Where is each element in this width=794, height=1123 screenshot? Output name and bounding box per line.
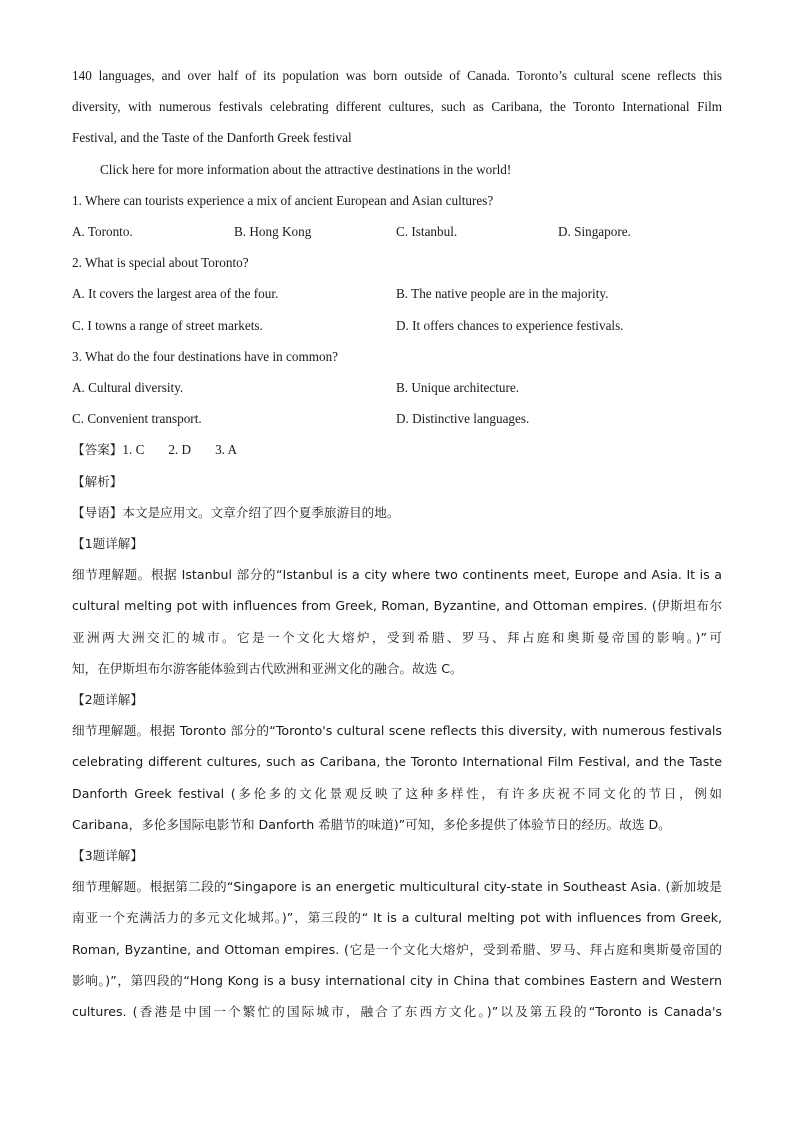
question-stem: 1. Where can tourists experience a mix of ancient European and Asian cultures? — [72, 192, 494, 208]
detail-line: Caribana，多伦多国际电影节和 Danforth 希腊节的味道)”可知，多伦多提供了体验节日的经历。故选 D。 — [72, 816, 671, 832]
detail-line: 影响。)”，第四段的“Hong Kong is a busy international city in China that combines Eastern and Western — [72, 972, 722, 988]
detail-line: cultures. (香港是中国一个繁忙的国际城市，融合了东西方文化。)”以及第五段的“Toronto is Canada's — [72, 1003, 722, 1019]
detail-line: 知，在伊斯坦布尔游客能体验到古代欧洲和亚洲文化的融合。故选 C。 — [72, 660, 463, 676]
question-stem: 2. What is special about Toronto? — [72, 255, 249, 271]
option: D. Singapore. — [558, 223, 631, 239]
answer-item: 3. A — [215, 442, 238, 458]
detail-3-heading: 【3题详解】 — [72, 847, 143, 863]
passage-line: diversity, with numerous festivals celebrating different cultures, such as Caribana, the Toronto International Film — [72, 99, 722, 115]
option: A. Cultural diversity. — [72, 380, 184, 395]
analysis-heading: 【解析】 — [72, 473, 123, 489]
option: B. Unique architecture. — [396, 380, 520, 395]
question-options — [72, 278, 722, 309]
option: D. It offers chances to experience festivals. — [396, 317, 624, 333]
detail-line: Danforth Greek festival (多伦多的文化景观反映了这种多样性，有许多庆祝不同文化的节日，例如 — [72, 785, 722, 801]
option: D. Distinctive languages. — [396, 411, 530, 427]
question-stem: 3. What do the four destinations have in common? — [72, 348, 339, 364]
option: B. The native people are in the majority. — [396, 286, 609, 302]
detail-line: Roman, Byzantine, and Ottoman empires. (它是一个文化大熔炉，受到希腊、罗马、拜占庭和奥斯曼帝国的 — [72, 941, 722, 957]
detail-line: cultural melting pot with influences from Greek, Roman, Byzantine, and Ottoman empires. (伊斯坦布尔 — [72, 598, 722, 614]
detail-2-heading: 【2题详解】 — [72, 691, 143, 707]
option: B. Hong Kong — [234, 223, 312, 239]
option: C. Istanbul. — [396, 223, 458, 239]
detail-1-heading: 【1题详解】 — [72, 536, 143, 552]
option: A. Toronto. — [72, 223, 133, 239]
intro-paragraph — [72, 497, 722, 528]
answer-label: 【答案】 — [72, 442, 123, 458]
answer-item: 2. D — [168, 442, 192, 458]
detail-line: 细节理解题。根据 Toronto 部分的“Toronto's cultural scene reflects this diversity, with numerous festivals — [72, 723, 722, 739]
option: C. Convenient transport. — [72, 411, 202, 427]
passage-line: 140 languages, and over half of its population was born outside of Canada. Toronto’s cultural scene reflects this — [72, 68, 722, 83]
detail-line: celebrating different cultures, such as Caribana, the Toronto International Film Festival, and the Taste — [72, 754, 722, 770]
answer-key — [72, 434, 722, 465]
intro-label: 【导语】 — [72, 504, 123, 520]
detail-line: 细节理解题。根据第二段的“Singapore is an energetic multicultural city-state in Southeast Asia. (新加坡是 — [72, 879, 722, 895]
option: C. I towns a range of street markets. — [72, 317, 263, 333]
passage-line: Festival, and the Taste of the Danforth Greek festival — [72, 130, 352, 146]
click-here-link[interactable]: Click here for more information about the attractive destinations in the world! — [100, 161, 512, 177]
intro-text: 本文是应用文。文章介绍了四个夏季旅游目的地。 — [122, 504, 400, 520]
detail-line: 南亚一个充满活力的多元文化城邦。)”，第三段的“ It is a cultural melting pot with influences from Greek, — [72, 910, 722, 926]
detail-line: 亚洲两大洲交汇的城市。它是一个文化大熔炉，受到希腊、罗马、拜占庭和奥斯曼帝国的影响。)”可 — [72, 629, 722, 645]
question-options — [72, 310, 722, 341]
document-page — [72, 60, 722, 1027]
question-options — [72, 372, 722, 403]
option: A. It covers the largest area of the four. — [72, 286, 279, 302]
answer-item: 1. C — [122, 442, 145, 458]
detail-line: 细节理解题。根据 Istanbul 部分的“Istanbul is a city where two continents meet, Europe and Asia. It is a — [72, 567, 722, 583]
question-options — [72, 403, 722, 434]
question-options — [72, 216, 722, 247]
